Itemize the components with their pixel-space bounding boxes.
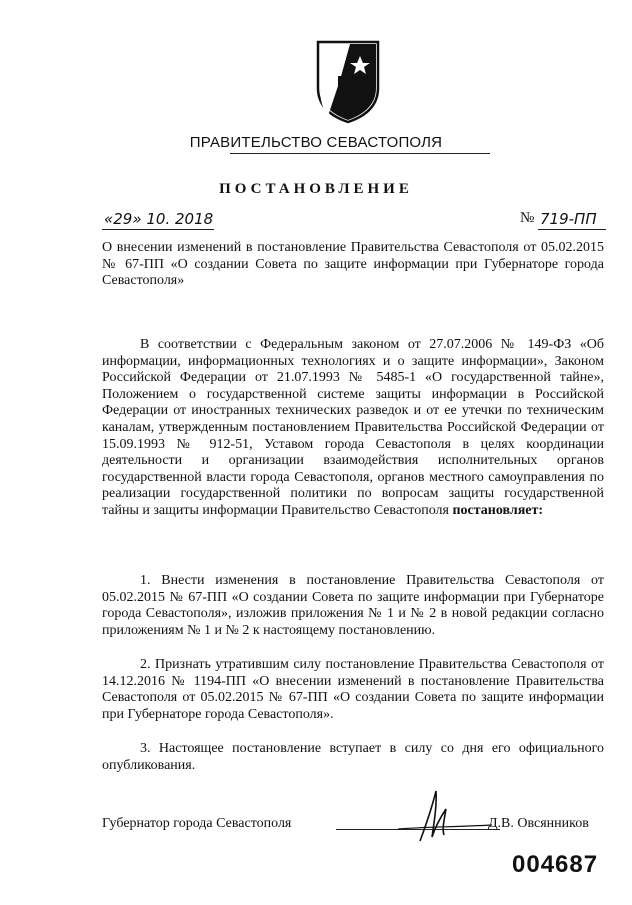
resolves-keyword: постановляет: [452, 502, 544, 518]
preamble-text: В соответствии с Федеральным законом от 27.07.2006 № 149-ФЗ «Об информации, информационных технологиях и о защите информации», Законом Российской Федерации от 21.07.1993 № 5485-1 «О государственной тайне», Положением о государственной системе защиты информации в Российской Федерации от иностранных технических разведок и от ее утечки по техническим каналам, утвержденным постановлением Правительства Российской Федерации от 15.09.1993 № 912-51, Уставом города Севастополя в целях координации деятельности и организации взаимодействия исполнительных органов государственной власти города Севастополя, органов местного самоуправления по реализации государственной политики по вопросам защиты государственной тайны и защиты информации Правительство Севастополя [102, 337, 604, 518]
preamble-paragraph [102, 337, 604, 520]
registration-number: 004687 [512, 851, 599, 878]
decree-number-label: № [520, 210, 535, 226]
item-2: 2. Признать утратившим силу постановление Правительства Севастополя от 14.12.2016 № 1194-ПП «О внесении изменений в постановление Правительства Севастополя от 05.02.2015 № 67-ПП «О создании Совета по защите информации при Губернаторе города Севастополя». [102, 657, 604, 722]
header-divider [230, 153, 490, 154]
decree-date: «29» 10. 2018 [104, 210, 214, 228]
signatory-name: Д.В. Овсянников [488, 816, 589, 831]
date-underline [102, 229, 214, 230]
decree-number: 719-ПП [540, 210, 597, 228]
handwritten-signature-icon [392, 785, 502, 845]
item-1: 1. Внести изменения в постановление Правительства Севастополя от 05.02.2015 № 67-ПП «О создании Совета по защите информации при Губернаторе города Севастополя», изложив приложения № 1 и № 2 в новой редакции согласно приложениям № 1 и № 2 к настоящему постановлению. [102, 573, 604, 638]
number-underline [538, 229, 606, 230]
decree-subject: О внесении изменений в постановление Правительства Севастополя от 05.02.2015 № 67-ПП «О создании Совета по защите информации при Губернаторе города Севастополя» [102, 240, 604, 289]
item-3: 3. Настоящее постановление вступает в силу со дня его официального опубликования. [102, 741, 604, 773]
sevastopol-coat-of-arms-icon [316, 40, 380, 124]
signatory-position: Губернатор города Севастополя [102, 816, 292, 831]
government-name: ПРАВИТЕЛЬСТВО СЕВАСТОПОЛЯ [189, 134, 443, 151]
document-title: ПОСТАНОВЛЕНИЕ [219, 181, 413, 197]
